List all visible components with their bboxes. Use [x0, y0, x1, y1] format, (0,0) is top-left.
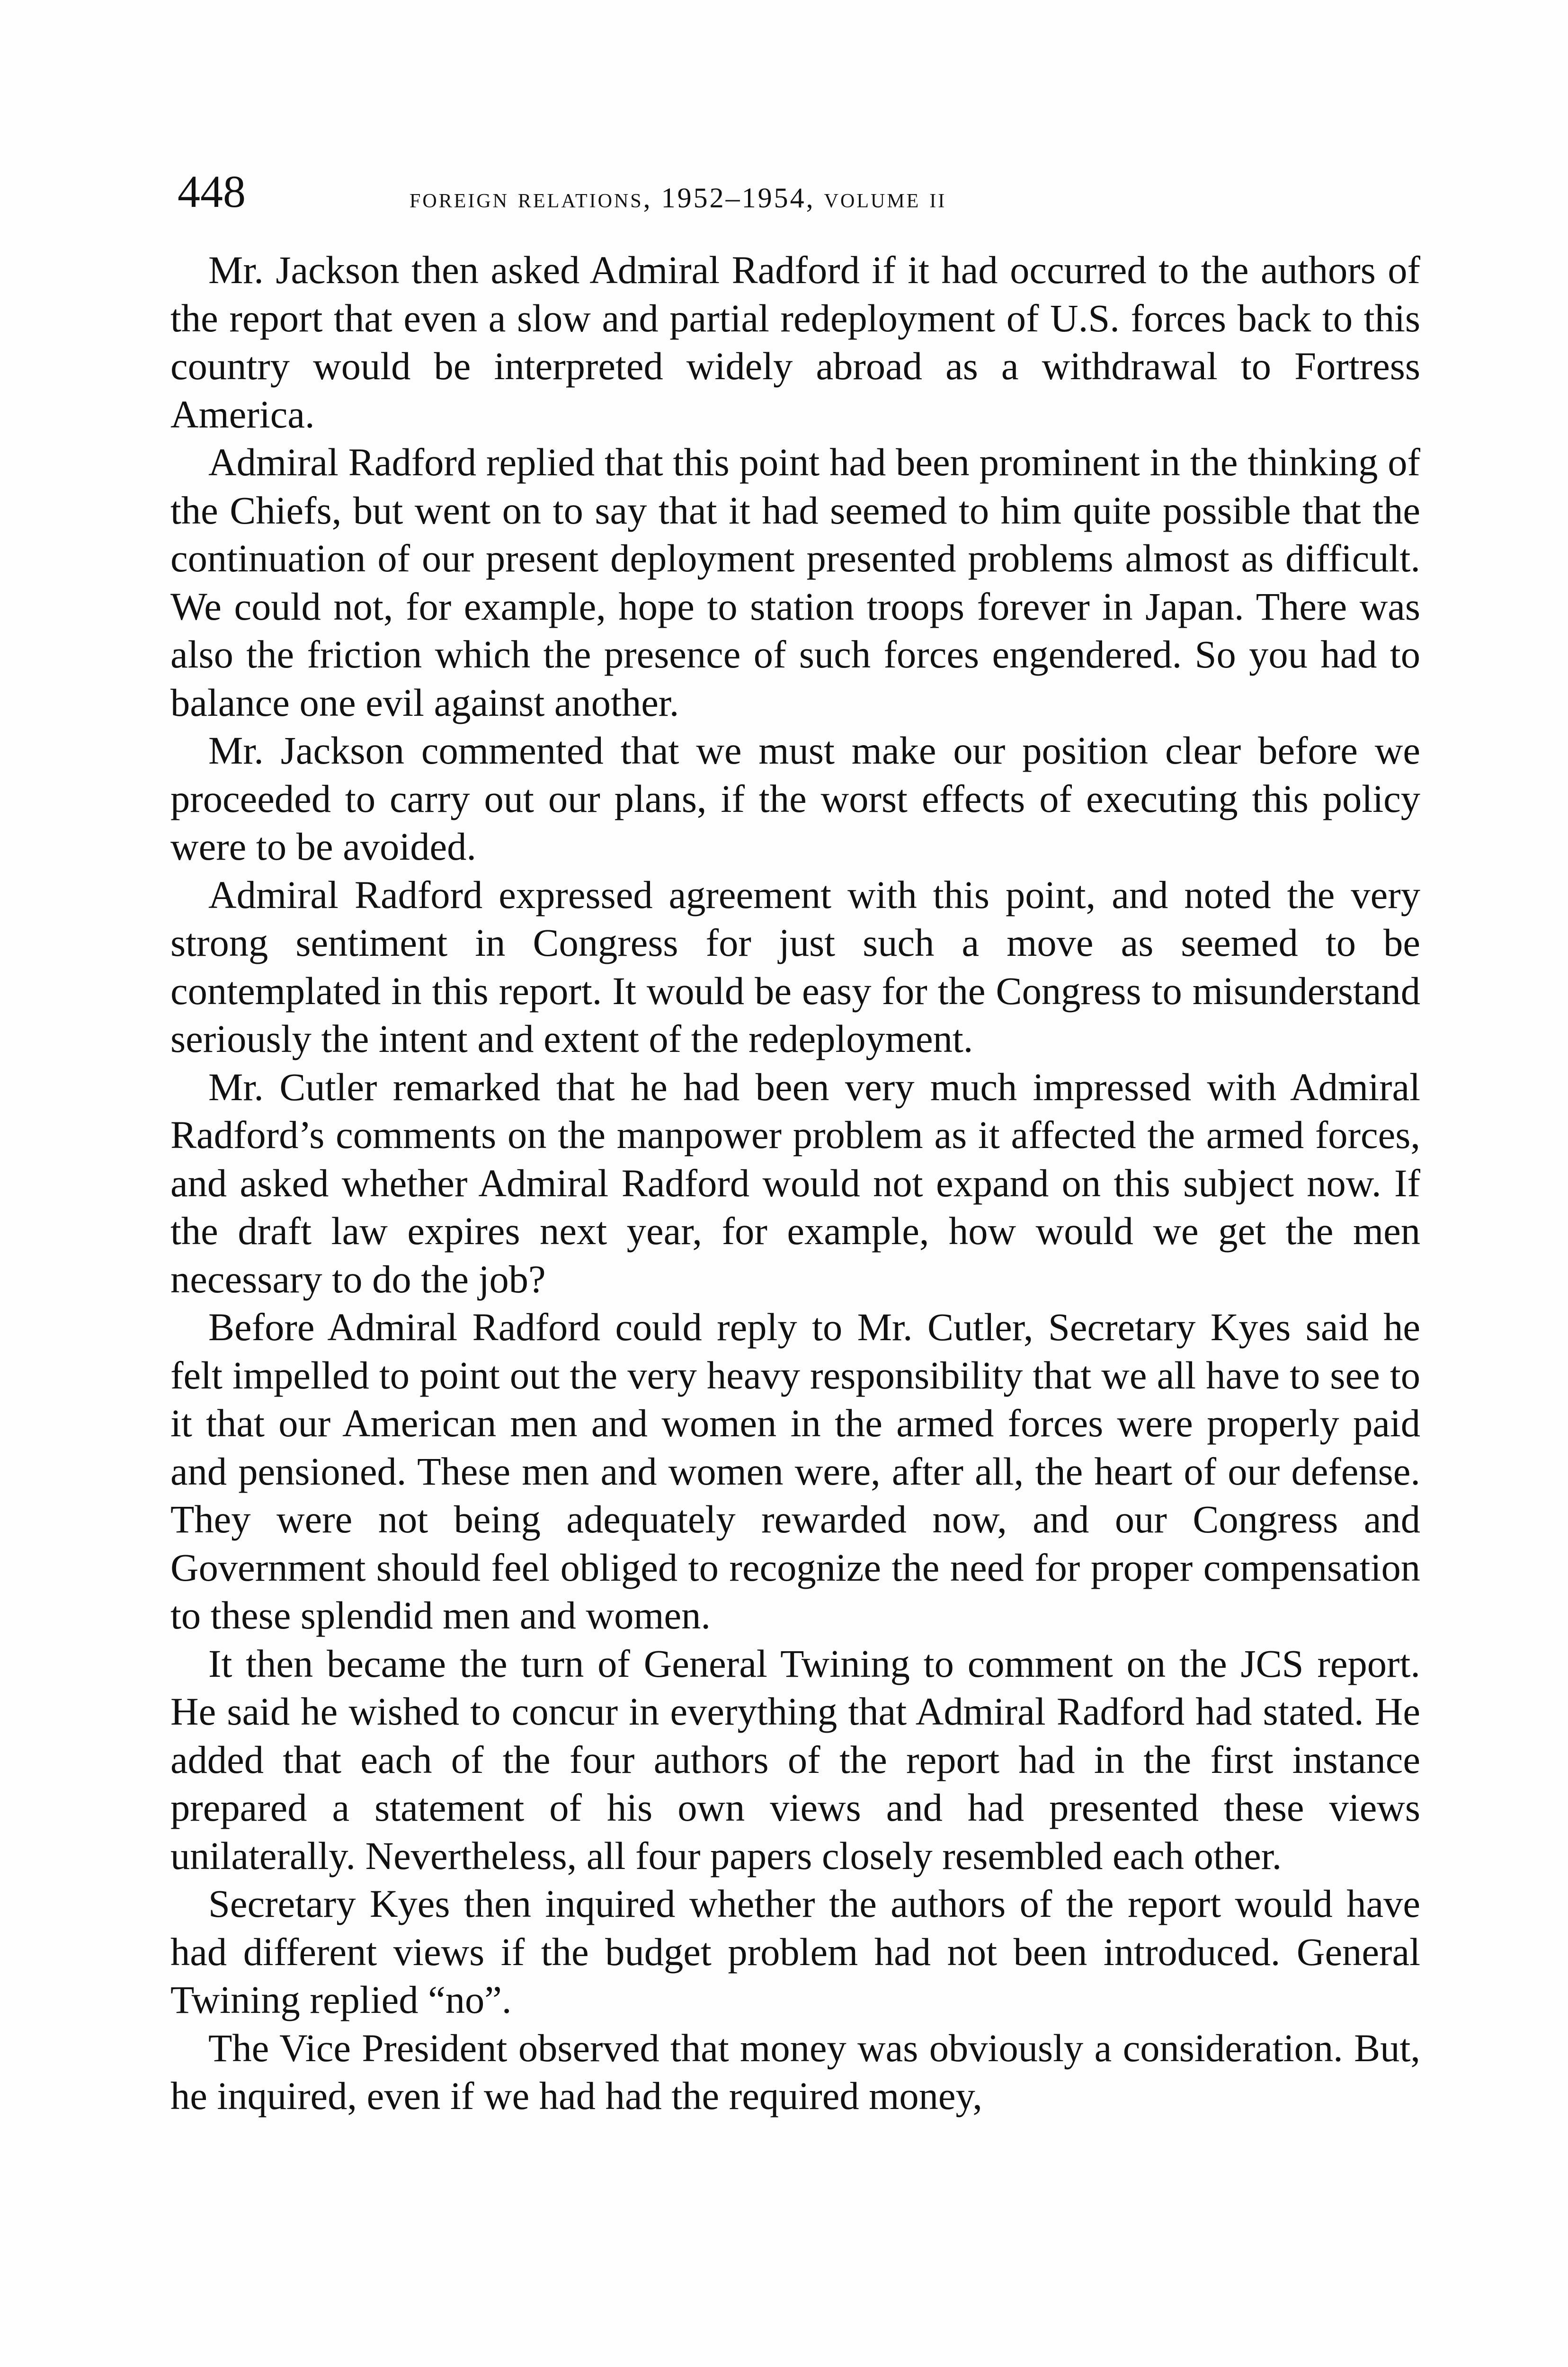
running-title: foreign relations, 1952–1954, volume ii — [410, 182, 947, 214]
page-number: 448 — [178, 166, 246, 217]
body-text — [170, 246, 1420, 2120]
paragraph: Admiral Radford replied that this point had been prominent in the thinking of the Chiefs, but went on to say that it had seemed to him quite possible that the continuation of our present deployment presented problems almost as difficult. We could not, for example, hope to station troops forever in Japan. There was also the friction which the presence of such forces engendered. So you had to balance one evil against another. — [170, 440, 1420, 724]
paragraph: It then became the turn of General Twining to comment on the JCS report. He said he wished to concur in everything that Admiral Radford had stated. He added that each of the four authors of the report had in the first instance prepared a statement of his own views and had presented these views unilaterally. Nevertheless, all four papers closely resembled each other. — [170, 1641, 1420, 1878]
paragraph: Mr. Jackson commented that we must make our position clear before we proceeded to carry out our plans, if the worst effects of executing this policy were to be avoided. — [170, 729, 1420, 868]
paragraph: Admiral Radford expressed agreement with this point, and noted the very strong sentiment in Congress for just such a move as seemed to be contemplated in this report. It would be easy for the Congress to misunderstand seriously the intent and extent of the redeployment. — [170, 872, 1420, 1060]
paragraph: Secretary Kyes then inquired whether the authors of the report would have had different views if the budget problem had not been introduced. General Twining replied “no”. — [170, 1882, 1420, 2021]
paragraph: Mr. Jackson then asked Admiral Radford if it had occurred to the authors of the report that even a slow and partial redeployment of U.S. forces back to this country would be interpreted widely abroad as a withdrawal to Fortress America. — [170, 248, 1420, 436]
paragraph: Before Admiral Radford could reply to Mr. Cutler, Secretary Kyes said he felt impelled to point out the very heavy responsibility that we all have to see to it that our American men and women in the armed forces were properly paid and pensioned. These men and women were, after all, the heart of our defense. They were not being adequately rewarded now, and our Congress and Government should feel obliged to recognize the need for proper compensation to these splendid men and women. — [170, 1305, 1420, 1637]
paragraph: Mr. Cutler remarked that he had been very much impressed with Admiral Radford’s comments on the manpower problem as it affected the armed forces, and asked whether Admiral Radford would not expand on this subject now. If the draft law expires next year, for example, how would we get the men necessary to do the job? — [170, 1065, 1420, 1301]
running-head — [178, 168, 1408, 220]
paragraph: The Vice President observed that money was obviously a consideration. But, he inquired, even if we had had the required money, — [170, 2026, 1420, 2118]
